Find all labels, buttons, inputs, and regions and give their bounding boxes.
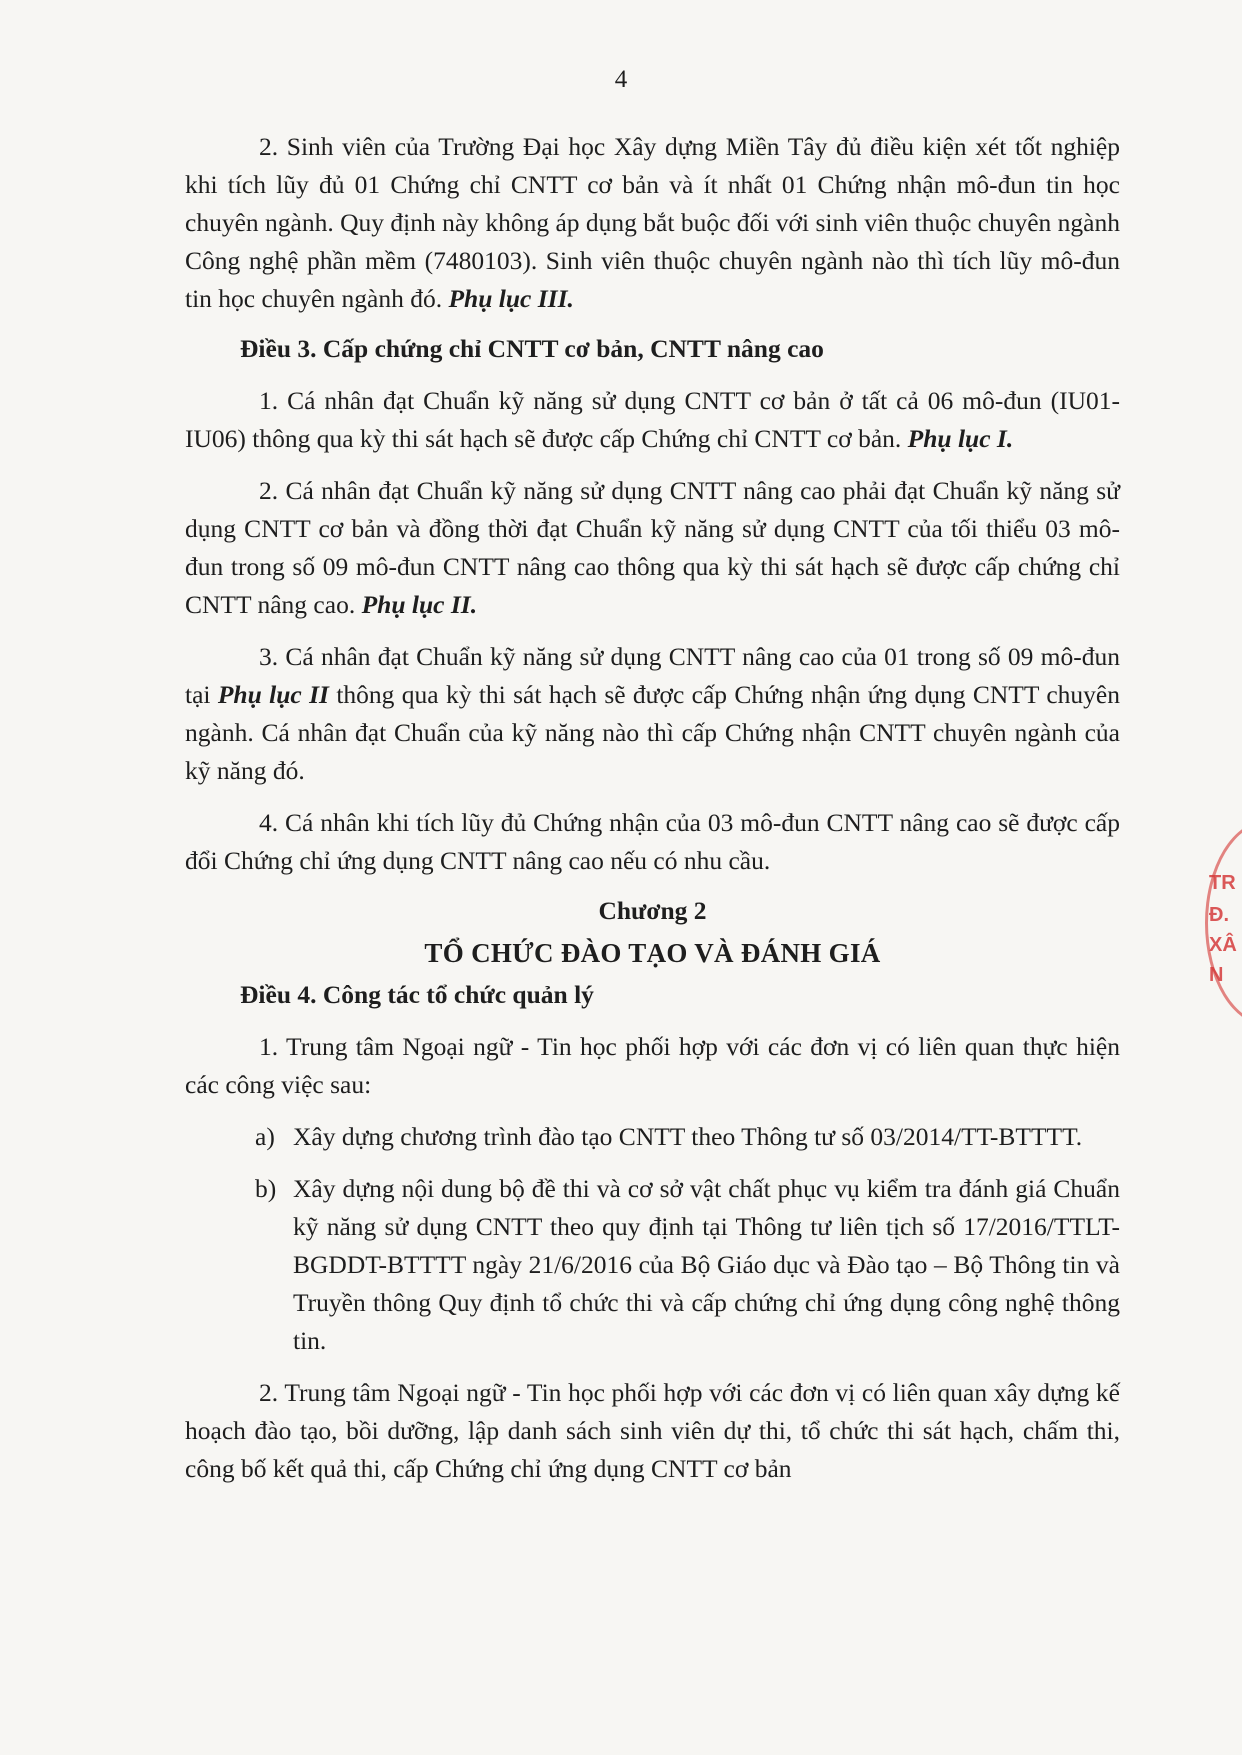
list-marker: b) bbox=[255, 1174, 277, 1203]
list-item-a bbox=[255, 1118, 1120, 1156]
article4-heading: Điều 4. Công tác tổ chức quản lý bbox=[240, 980, 594, 1009]
red-seal-stamp bbox=[1195, 820, 1242, 1020]
stamp-text: Đ. bbox=[1209, 904, 1229, 926]
appendix-reference: Phụ lục II. bbox=[361, 590, 478, 619]
stamp-text: N bbox=[1209, 964, 1224, 986]
list-item-b bbox=[255, 1170, 1120, 1360]
paragraph-text: 1. Cá nhân đạt Chuẩn kỹ năng sử dụng CNTT cơ bản ở tất cả 06 mô-đun (IU01-IU06) thông qua kỳ thi sát hạch sẽ được cấp Chứng chỉ CNTT cơ bản. bbox=[185, 386, 1120, 453]
appendix-reference: Phụ lục I. bbox=[907, 424, 1014, 453]
page-number: 4 bbox=[614, 66, 628, 93]
stamp-text: XÂ bbox=[1209, 934, 1237, 956]
paragraph-text: 2. Sinh viên của Trường Đại học Xây dựng Miền Tây đủ điều kiện xét tốt nghiệp khi tích lũy đủ 01 Chứng chỉ CNTT cơ bản và ít nhất 01 Chứng nhận mô-đun tin học chuyên ngành. Quy định này không áp dụng bắt buộc đối với sinh viên thuộc chuyên ngành Công nghệ phần mềm (7480103). Sinh viên thuộc chuyên ngành nào thì tích lũy mô-đun tin học chuyên ngành đó. bbox=[185, 132, 1120, 313]
chapter-label: Chương 2 bbox=[598, 896, 707, 925]
list-marker: a) bbox=[255, 1122, 275, 1151]
stamp-text: TR bbox=[1209, 872, 1236, 894]
appendix-reference: Phụ lục III. bbox=[448, 284, 574, 313]
article3-item1-paragraph bbox=[185, 382, 1120, 458]
paragraph-text: thông qua kỳ thi sát hạch sẽ được cấp Chứng nhận ứng dụng CNTT chuyên ngành. Cá nhân đạt Chuẩn của kỹ năng nào thì cấp Chứng nhận CNTT chuyên ngành của kỹ năng đó. bbox=[185, 680, 1120, 785]
article3-heading: Điều 3. Cấp chứng chỉ CNTT cơ bản, CNTT nâng cao bbox=[240, 334, 824, 363]
paragraph-text: 3. Cá nhân đạt Chuẩn kỹ năng sử dụng CNTT nâng cao của 01 trong số 09 mô-đun tại bbox=[185, 642, 1120, 709]
article4-item2-paragraph: 2. Trung tâm Ngoại ngữ - Tin học phối hợp với các đơn vị có liên quan xây dựng kế hoạch đào tạo, bồi dưỡng, lập danh sách sinh viên dự thi, tổ chức thi sát hạch, chấm thi, công bố kết quả thi, cấp Chứng chỉ ứng dụng CNTT cơ bản bbox=[185, 1378, 1120, 1483]
article2-item2-paragraph bbox=[185, 128, 1120, 318]
article4-item1-paragraph: 1. Trung tâm Ngoại ngữ - Tin học phối hợp với các đơn vị có liên quan thực hiện các công việc sau: bbox=[185, 1032, 1120, 1099]
list-text: Xây dựng chương trình đào tạo CNTT theo Thông tư số 03/2014/TT-BTTTT. bbox=[293, 1122, 1083, 1151]
article3-item2-paragraph bbox=[185, 472, 1120, 624]
document-body bbox=[185, 128, 1120, 1488]
appendix-reference: Phụ lục II bbox=[217, 680, 329, 709]
paragraph-text: 2. Cá nhân đạt Chuẩn kỹ năng sử dụng CNTT nâng cao phải đạt Chuẩn kỹ năng sử dụng CNTT cơ bản và đồng thời đạt Chuẩn kỹ năng sử dụng CNTT của tối thiểu 03 mô-đun trong số 09 mô-đun CNTT nâng cao thông qua kỳ thi sát hạch sẽ được cấp chứng chỉ CNTT nâng cao. bbox=[185, 476, 1120, 619]
article3-item3-paragraph bbox=[185, 638, 1120, 790]
article3-item4-paragraph: 4. Cá nhân khi tích lũy đủ Chứng nhận của 03 mô-đun CNTT nâng cao sẽ được cấp đổi Chứng chỉ ứng dụng CNTT nâng cao nếu có nhu cầu. bbox=[185, 808, 1120, 875]
chapter-title: TỔ CHỨC ĐÀO TẠO VÀ ĐÁNH GIÁ bbox=[424, 938, 881, 968]
list-text: Xây dựng nội dung bộ đề thi và cơ sở vật chất phục vụ kiểm tra đánh giá Chuẩn kỹ năng sử dụng CNTT theo quy định tại Thông tư liên tịch số 17/2016/TTLT-BGDDT-BTTTT ngày 21/6/2016 của Bộ Giáo dục và Đào tạo – Bộ Thông tin và Truyền thông Quy định tổ chức thi và cấp chứng chỉ ứng dụng công nghệ thông tin. bbox=[293, 1174, 1120, 1355]
